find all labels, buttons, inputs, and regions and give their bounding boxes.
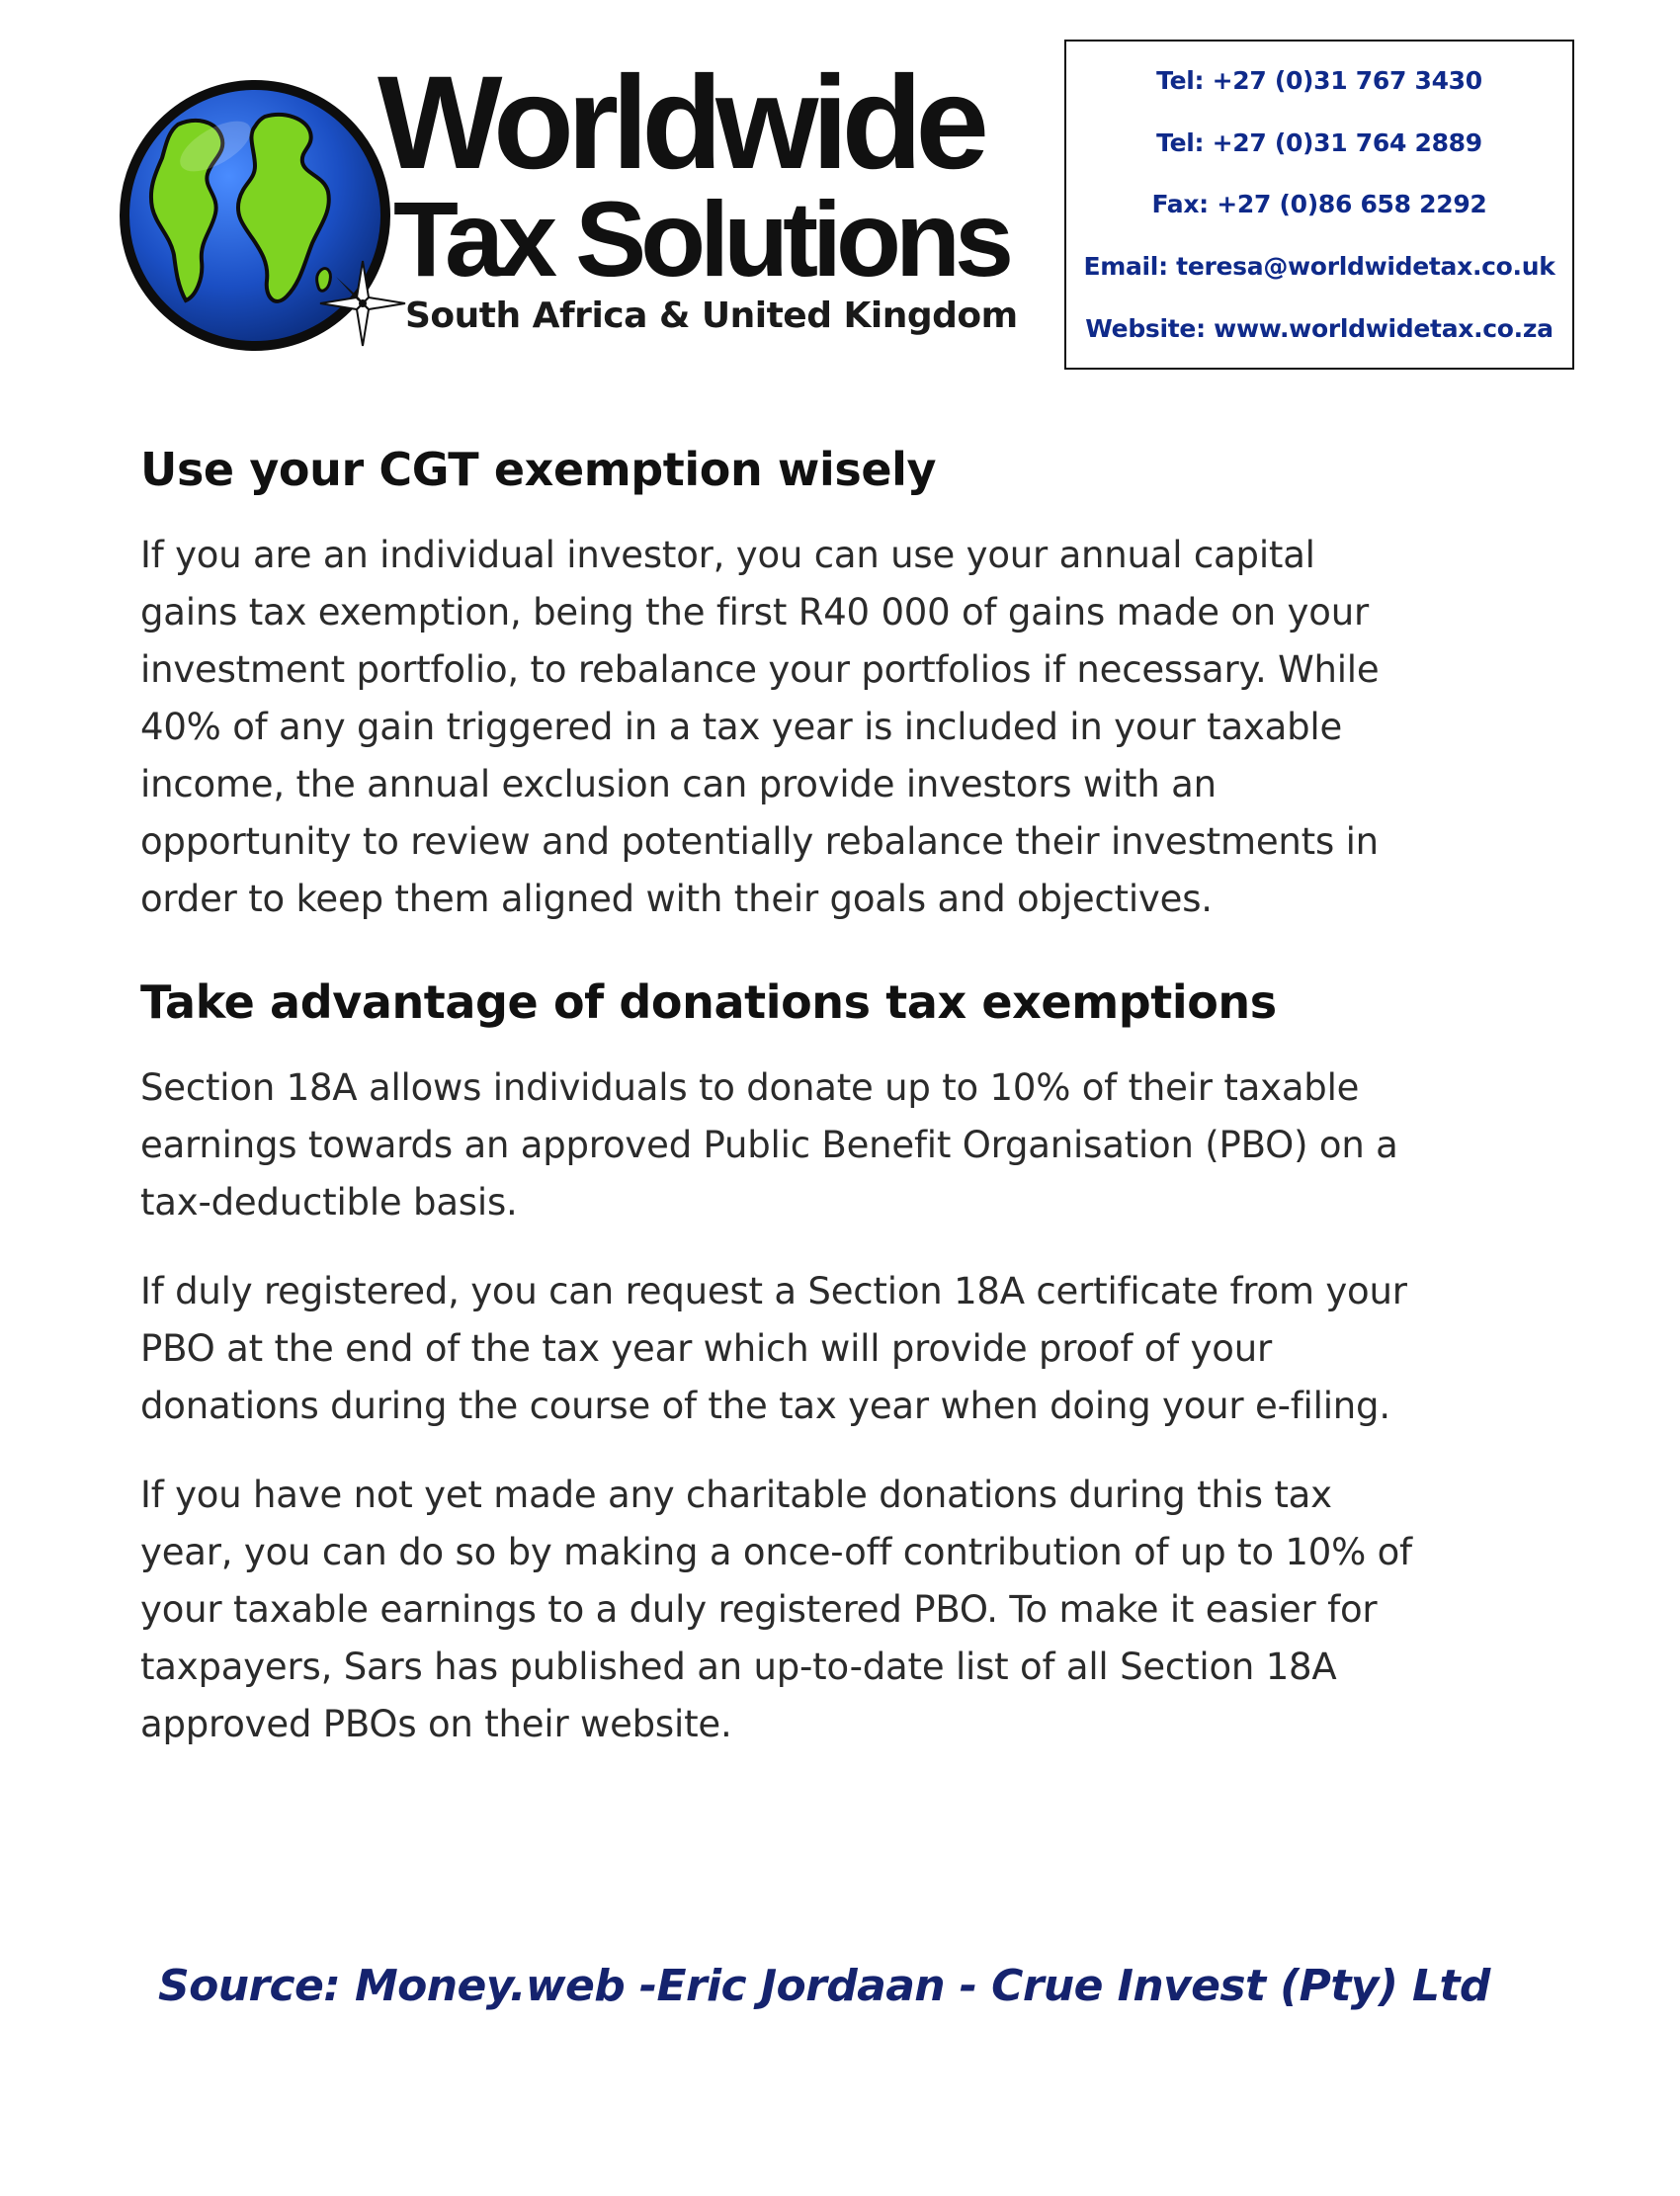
section-heading-donations: Take advantage of donations tax exemptions	[140, 975, 1277, 1030]
contact-fax: Fax: +27 (0)86 658 2292	[1151, 190, 1487, 219]
paragraph-contribution: If you have not yet made any charitable donations during this tax year, you can do so by making a once-off contribution of up to 10% of your taxable earnings to a duly registered PBO. To make it easier for taxpayers, Sars has published an up-to-date list of all Section 18A approved PBOs on their website.	[140, 1474, 1412, 1746]
paragraph-section-18a: Section 18A allows individuals to donate up to 10% of their taxable earnings towards an approved Public Benefit Organisation (PBO) on a tax-deductible basis.	[140, 1066, 1398, 1225]
section-heading-cgt: Use your CGT exemption wisely	[140, 443, 937, 496]
contact-phone-1: Tel: +27 (0)31 767 3430	[1156, 65, 1482, 95]
brand-name-line2: Tax Solutions	[393, 179, 1009, 298]
company-logo	[117, 47, 1026, 354]
article-body	[140, 443, 1415, 1753]
brand-name-line1: Worldwide	[378, 49, 982, 197]
contact-email: Email: teresa@worldwidetax.co.uk	[1083, 252, 1555, 282]
contact-phone-2: Tel: +27 (0)31 764 2889	[1156, 127, 1482, 157]
paragraph-cgt: If you are an individual investor, you can use your annual capital gains tax exemption, being the first R40 000 of gains made on your investment portfolio, to rebalance your portfolios if necessary. While 40% of any gain triggered in a tax year is included in your taxable income, the annual exclusion can provide investors with an opportunity to review and potentially rebalance their investments in order to keep them aligned with their goals and objectives.	[140, 534, 1380, 921]
brand-tagline: South Africa & United Kingdom	[405, 296, 1018, 336]
paragraph-certificate: If duly registered, you can request a Section 18A certificate from your PBO at the end of the tax year which will provide proof of your donations during the course of the tax year when doing your e-filing.	[140, 1270, 1407, 1428]
contact-website: Website: www.worldwidetax.co.za	[1085, 314, 1554, 344]
source-attribution: Source: Money.web -Eric Jordaan - Crue Invest (Pty) Ltd	[158, 1961, 1490, 2011]
contact-box	[1064, 40, 1574, 370]
